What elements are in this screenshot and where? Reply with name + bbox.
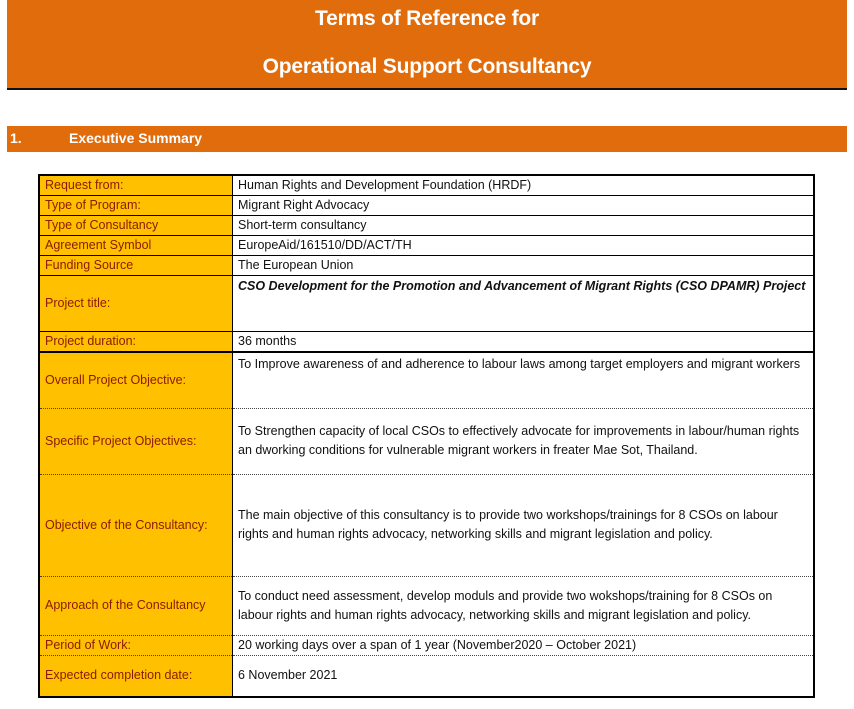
document-title-line-2: Operational Support Consultancy — [262, 55, 592, 78]
row-value: To Strengthen capacity of local CSOs to effectively advocate for improvements in labour/human rights an dworking conditions for vulnerable migrant workers in freater Mae Sot, Thailand. — [233, 408, 815, 474]
table-row — [39, 408, 814, 474]
table-row — [39, 256, 814, 276]
project-title-value: CSO Development for the Promotion and Advancement of Migrant Rights (CSO DPAMR) Project — [233, 276, 815, 332]
row-label: Project duration: — [39, 332, 233, 353]
row-label: Type of Consultancy — [39, 216, 233, 236]
row-label: Period of Work: — [39, 635, 233, 655]
row-label: Funding Source — [39, 256, 233, 276]
table-row — [39, 276, 814, 332]
row-label: Agreement Symbol — [39, 236, 233, 256]
row-value: To conduct need assessment, develop moduls and provide two wokshops/training for 8 CSOs on labour rights and human rights advocacy, networking skills and migrant legislation and policy. — [233, 576, 815, 635]
row-value: Migrant Right Advocacy — [233, 196, 815, 216]
row-value: Short-term consultancy — [233, 216, 815, 236]
document-title-line-1: Terms of Reference for — [315, 7, 539, 30]
row-label: Request from: — [39, 175, 233, 196]
table-row — [39, 635, 814, 655]
table-row — [39, 332, 814, 353]
row-value: EuropeAid/161510/DD/ACT/TH — [233, 236, 815, 256]
table-row — [39, 352, 814, 408]
executive-summary-table — [38, 174, 815, 698]
table-row — [39, 216, 814, 236]
row-value: To Improve awareness of and adherence to labour laws among target employers and migrant workers — [233, 352, 815, 408]
row-label: Project title: — [39, 276, 233, 332]
table-row — [39, 655, 814, 697]
title-banner — [7, 0, 847, 90]
section-number: 1. — [10, 130, 22, 146]
row-value: 20 working days over a span of 1 year (November2020 – October 2021) — [233, 635, 815, 655]
table-row — [39, 576, 814, 635]
row-label: Specific Project Objectives: — [39, 408, 233, 474]
row-value: Human Rights and Development Foundation (HRDF) — [233, 175, 815, 196]
row-label: Objective of the Consultancy: — [39, 474, 233, 576]
table-row — [39, 196, 814, 216]
row-value: 6 November 2021 — [233, 655, 815, 697]
table-row — [39, 474, 814, 576]
table-row — [39, 236, 814, 256]
row-value: The European Union — [233, 256, 815, 276]
row-label: Expected completion date: — [39, 655, 233, 697]
section-heading-bar — [7, 126, 847, 152]
table-row — [39, 175, 814, 196]
row-label: Type of Program: — [39, 196, 233, 216]
section-title: Executive Summary — [69, 130, 203, 146]
row-label: Approach of the Consultancy — [39, 576, 233, 635]
row-label: Overall Project Objective: — [39, 352, 233, 408]
row-value: The main objective of this consultancy is to provide two workshops/trainings for 8 CSOs on labour rights and human rights advocacy, networking skills and migrant legislation and policy. — [233, 474, 815, 576]
row-value: 36 months — [233, 332, 815, 353]
